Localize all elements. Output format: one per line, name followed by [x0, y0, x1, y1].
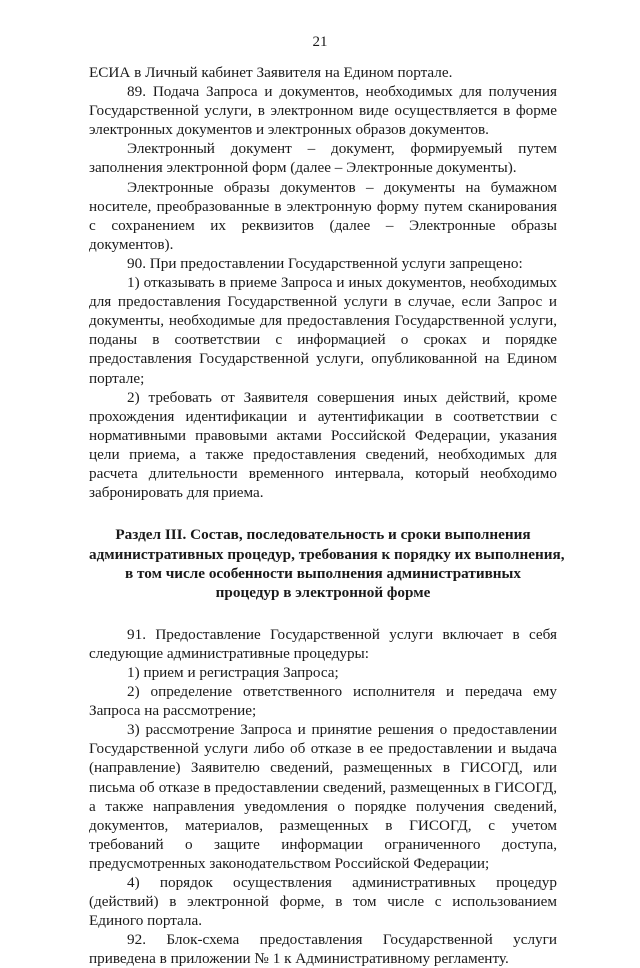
paragraph: 1) отказывать в приеме Запроса и иных документов, необходимых для предоставления Государственной услуги в случае, если Запрос и документы, необходимые для предоставления Государственной услуги, поданы в соответствии с информацией о сроках и порядке предоставления Государственной услуги, опубликованной на Едином портале; [89, 274, 557, 387]
section-heading [89, 525, 565, 603]
paragraph: 89. Подача Запроса и документов, необходимых для получения Государственной услуги, в электронном виде осуществляется в форме электронных документов и электронных образов документов. [89, 83, 557, 139]
paragraph: Электронные образы документов – документы на бумажном носителе, преобразованные в электронную форму путем сканирования с сохранением их реквизитов (далее – Электронные образы документов). [89, 178, 557, 253]
paragraph: ЕСИА в Личный кабинет Заявителя на Едином портале. [89, 64, 453, 81]
section-heading-line: в том числе особенности выполнения административных [125, 564, 521, 582]
paragraphs-after-section [89, 625, 557, 968]
paragraph: 91. Предоставление Государственной услуги включает в себя следующие административные процедуры: [89, 625, 557, 662]
paragraphs-before-section [89, 63, 557, 502]
page-number: 21 [312, 34, 328, 50]
document-body [89, 63, 565, 968]
paragraph: 3) рассмотрение Запроса и принятие решения о предоставлении Государственной услуги либо об отказе в ее предоставлении и выдача (направление) Заявителю сведений, размещенных в ГИСОГД, или письма об отказе в предоставлении сведений, размещенных в ГИСОГД, а также направления уведомления о порядке получения сведений, документов, материалов, размещенных в ГИСОГД, с учетом требований о защите информации ограниченного доступа, предусмотренных законодательством Российской Федерации; [89, 721, 557, 872]
section-heading-line: Раздел III. Состав, последовательность и сроки выполнения [115, 526, 531, 544]
paragraph: 90. При предоставлении Государственной услуги запрещено: [127, 254, 523, 272]
paragraph: 2) определение ответственного исполнителя и передача ему Запроса на рассмотрение; [89, 683, 557, 720]
paragraph: 1) прием и регистрация Запроса; [127, 663, 339, 681]
paragraph: 2) требовать от Заявителя совершения иных действий, кроме прохождения идентификации и аутентификации в соответствии с нормативными правовыми актами Российской Федерации, указания цели приема, а также предоставления сведений, необходимых для расчета длительности временного интервала, который необходимо забронировать для приема. [89, 388, 557, 502]
section-heading-line: процедур в электронной форме [215, 584, 431, 602]
paragraph: Электронный документ – документ, формируемый путем заполнения электронной форм (далее – Электронные документы). [89, 140, 557, 177]
paragraph: 4) порядок осуществления административных процедур (действий) в электронной форме, в том числе с использованием Единого портала. [89, 874, 557, 930]
section-heading-line: административных процедур, требования к порядку их выполнения, [89, 545, 565, 563]
paragraph: 92. Блок-схема предоставления Государственной услуги приведена в приложении № 1 к Административному регламенту. [89, 931, 557, 968]
